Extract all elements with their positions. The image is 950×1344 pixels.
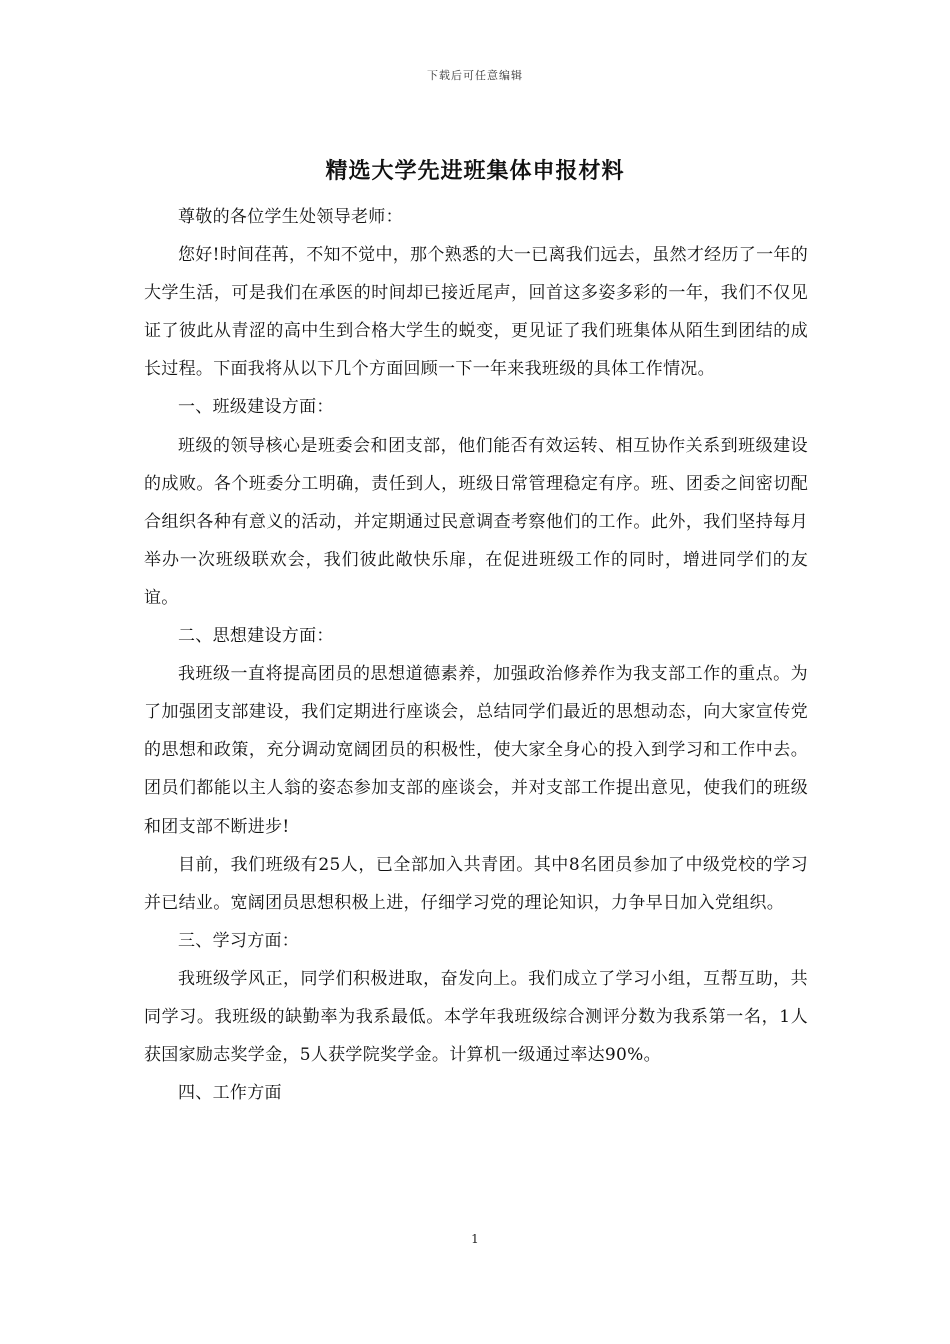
document-title: 精选大学先进班集体申报材料 [325,158,625,184]
intro-paragraph: 您好!时间荏苒，不知不觉中，那个熟悉的大一已离我们远去，虽然才经历了一年的大学生活，可是我们在承医的时间却已接近尾声，回首这多姿多彩的一年，我们不仅见证了彼此从青涩的高中生到合格大学生的蜕变，更见证了我们班集体从陌生到团结的成长过程。下面我将从以下几个方面回顾一下一年来我班级的具体工作情况。 [144,245,808,380]
header-note: 下载后可任意编辑 [427,69,523,82]
salutation: 尊敬的各位学生处领导老师： [178,207,403,227]
section-heading-class-building: 一、班级建设方面： [178,397,334,418]
section-heading-ideology: 二、思想建设方面： [178,626,334,647]
document-body [144,198,808,1112]
study-paragraph: 我班级学风正，同学们积极进取，奋发向上。我们成立了学习小组，互帮互助，共同学习。我班级的缺勤率为我系最低。本学年我班级综合测评分数为我系第一名，1人获国家励志奖学金，5人获学院奖学金。计算机一级通过率达90%。 [144,968,808,1066]
page-number: 1 [471,1232,479,1246]
membership-paragraph: 目前，我们班级有25人，已全部加入共青团。其中8名团员参加了中级党校的学习并已结业。宽阔团员思想积极上进，仔细学习党的理论知识，力争早日加入党组织。 [144,854,808,913]
ideology-paragraph: 我班级一直将提高团员的思想道德素养，加强政治修养作为我支部工作的重点。为了加强团支部建设，我们定期进行座谈会，总结同学们最近的思想动态，向大家宣传党的思想和政策，充分调动宽阔团员的积极性，使大家全身心的投入到学习和工作中去。团员们都能以主人翁的姿态参加支部的座谈会，并对支部工作提出意见，使我们的班级和团支部不断进步! [144,664,808,837]
section-heading-work: 四、工作方面 [178,1083,282,1104]
section-heading-study: 三、学习方面： [178,930,300,951]
class-building-paragraph: 班级的领导核心是班委会和团支部，他们能否有效运转、相互协作关系到班级建设的成败。各个班委分工明确，责任到人，班级日常管理稳定有序。班、团委之间密切配合组织各种有意义的活动，并定期通过民意调查考察他们的工作。此外，我们坚持每月举办一次班级联欢会，我们彼此敞快乐扉，在促进班级工作的同时，增进同学们的友谊。 [144,435,808,608]
